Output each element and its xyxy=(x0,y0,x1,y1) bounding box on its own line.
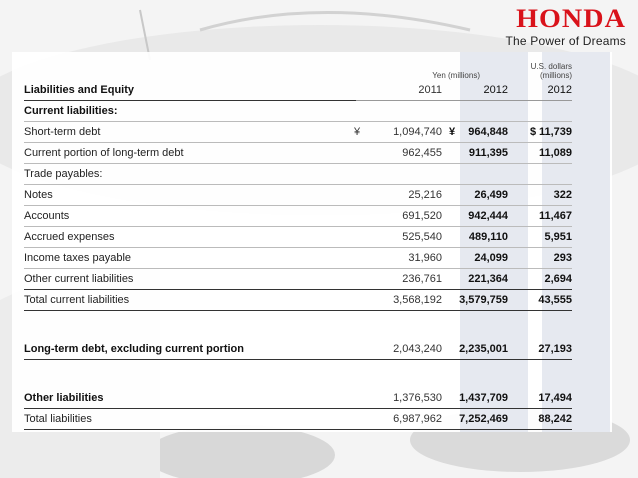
value-2011: 236,761 xyxy=(356,269,450,290)
row-label: Notes xyxy=(24,185,356,206)
yen-symbol: ¥ xyxy=(354,126,361,138)
table-row xyxy=(24,248,572,269)
table-row xyxy=(24,122,572,143)
value-2012-usd: 2,694 xyxy=(516,269,572,290)
value-2011: 3,568,192 xyxy=(356,290,450,311)
value-2011: 31,960 xyxy=(356,248,450,269)
value-2012-usd: 322 xyxy=(516,185,572,206)
honda-logo xyxy=(476,6,626,46)
value-2012-yen: 7,252,469 xyxy=(450,409,516,430)
yen-unit-header: Yen (millions) xyxy=(432,71,480,80)
honda-tagline: The Power of Dreams xyxy=(505,34,626,48)
value-2011: 2,043,240 xyxy=(356,339,450,360)
value-2012-yen: 221,364 xyxy=(450,269,516,290)
value-2012-usd: 11,467 xyxy=(516,206,572,227)
balance-sheet-table xyxy=(24,58,572,430)
year-2011: 2011 xyxy=(356,80,450,101)
row-label: Accounts xyxy=(24,206,356,227)
table-row xyxy=(24,290,572,311)
table-row xyxy=(24,339,572,360)
value-2012-yen: 24,099 xyxy=(450,248,516,269)
value-2012-yen: 2,235,001 xyxy=(450,339,516,360)
section-title: Liabilities and Equity xyxy=(24,80,356,101)
usd-symbol: $ xyxy=(530,126,537,138)
table-row xyxy=(24,206,572,227)
value-2012-yen: 1,437,709 xyxy=(450,388,516,409)
row-label: Long-term debt, excluding current portion xyxy=(24,339,356,360)
value-2012-yen: 942,444 xyxy=(450,206,516,227)
table-row xyxy=(24,143,572,164)
usd-unit-line1: U.S. dollars xyxy=(530,62,572,71)
row-label: Other current liabilities xyxy=(24,269,356,290)
row-label: Accrued expenses xyxy=(24,227,356,248)
value-2012-yen: 489,110 xyxy=(450,227,516,248)
honda-wordmark: HONDA xyxy=(516,4,626,33)
value-2011: 962,455 xyxy=(356,143,450,164)
row-label: Current liabilities: xyxy=(24,101,356,122)
usd-unit-line2: (millions) xyxy=(540,71,572,80)
table-row xyxy=(24,269,572,290)
value-2011: 6,987,962 xyxy=(356,409,450,430)
row-label: Total current liabilities xyxy=(24,290,356,311)
table-row xyxy=(24,388,572,409)
value-2012-yen: 26,499 xyxy=(450,185,516,206)
row-label: Income taxes payable xyxy=(24,248,356,269)
value-2011: 691,520 xyxy=(356,206,450,227)
value-2011: 25,216 xyxy=(356,185,450,206)
row-label: Other liabilities xyxy=(24,388,356,409)
value-2012-usd: 5,951 xyxy=(516,227,572,248)
row-label: Current portion of long-term debt xyxy=(24,143,356,164)
table-row xyxy=(24,185,572,206)
row-label: Trade payables: xyxy=(24,164,356,185)
header-spacer xyxy=(24,58,356,80)
value-2011: 525,540 xyxy=(356,227,450,248)
table-row xyxy=(24,227,572,248)
value-2011: 1,094,740 xyxy=(393,126,442,138)
table-row xyxy=(24,101,572,122)
row-label: Total liabilities xyxy=(24,409,356,430)
table-row xyxy=(24,164,572,185)
value-2012-usd: 11,739 xyxy=(538,126,572,138)
value-2012-yen: 964,848 xyxy=(468,126,508,138)
year-2012-usd: 2012 xyxy=(516,80,572,101)
usd-unit-header xyxy=(516,58,572,80)
value-2012-yen: 911,395 xyxy=(450,143,516,164)
yen-symbol: ¥ xyxy=(449,126,456,138)
table-row xyxy=(24,409,572,430)
value-2012-usd: 27,193 xyxy=(516,339,572,360)
value-2012-usd: 11,089 xyxy=(516,143,572,164)
value-2012-usd: 17,494 xyxy=(516,388,572,409)
year-2012-yen: 2012 xyxy=(450,80,516,101)
value-2012-usd: 293 xyxy=(516,248,572,269)
value-2012-usd: 43,555 xyxy=(516,290,572,311)
value-2012-yen: 3,579,759 xyxy=(450,290,516,311)
value-2012-usd: 88,242 xyxy=(516,409,572,430)
value-2011: 1,376,530 xyxy=(356,388,450,409)
row-label: Short-term debt xyxy=(24,122,356,143)
